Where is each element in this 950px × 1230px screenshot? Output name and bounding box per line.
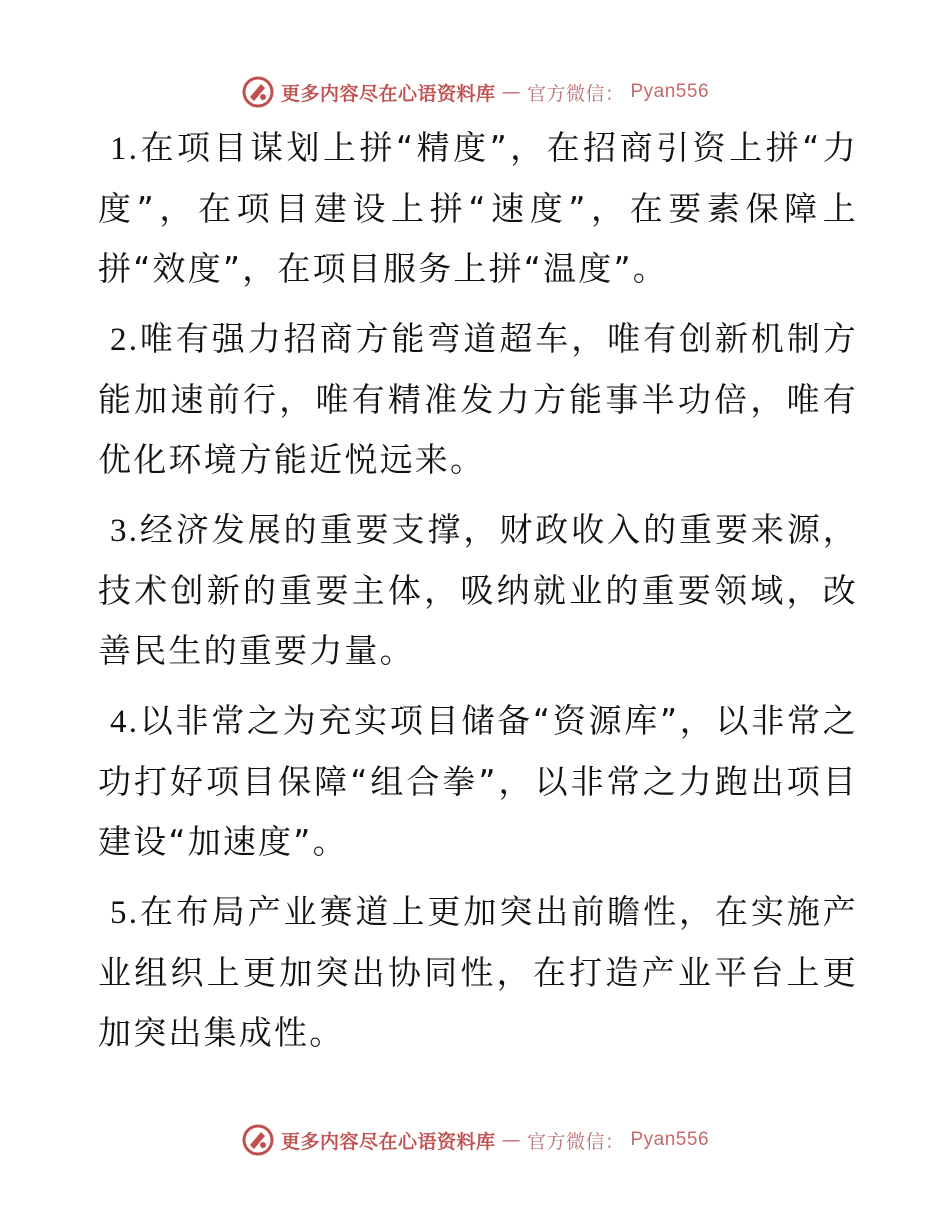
watermark-official-label: 官方微信： xyxy=(526,1130,625,1153)
paragraph-text: 唯有强力招商方能弯道超车，唯有创新机制方能加速前行，唯有精准发力方能事半功倍，唯有优化环境方能近悦远来。 xyxy=(98,319,858,479)
watermark-separator: — xyxy=(501,81,521,103)
watermark-official-label: 官方微信： xyxy=(526,82,625,105)
footer-watermark xyxy=(0,1120,950,1160)
paragraph-1 xyxy=(98,118,858,299)
paragraph-4 xyxy=(98,691,858,872)
paragraph-number: 2. xyxy=(110,322,140,358)
watermark-separator: — xyxy=(501,1129,521,1151)
paragraph-number: 5. xyxy=(110,895,140,931)
paragraph-text: 在项目谋划上拼“精度”，在招商引资上拼“力度”，在项目建设上拼“速度”，在要素保障上拼“效度”，在项目服务上拼“温度”。 xyxy=(98,128,858,288)
paragraph-5 xyxy=(98,882,858,1063)
paragraph-text: 以非常之为充实项目储备“资源库”，以非常之功打好项目保障“组合拳”，以非常之力跑出项目建设“加速度”。 xyxy=(98,701,858,861)
watermark-main-text: 更多内容尽在心语资料库 xyxy=(280,1130,496,1153)
watermark-wechat-id: Pyan556 xyxy=(630,81,710,102)
watermark-main-text: 更多内容尽在心语资料库 xyxy=(280,82,496,105)
paragraph-number: 1. xyxy=(110,131,140,167)
paragraph-number: 3. xyxy=(110,513,140,549)
brand-logo-icon xyxy=(241,1123,275,1157)
document-body xyxy=(98,118,858,1073)
brand-logo-icon xyxy=(241,75,275,109)
paragraph-text: 在布局产业赛道上更加突出前瞻性，在实施产业组织上更加突出协同性，在打造产业平台上更加突出集成性。 xyxy=(98,892,858,1052)
watermark-wechat-id: Pyan556 xyxy=(630,1129,710,1150)
header-watermark xyxy=(0,72,950,112)
paragraph-text: 经济发展的重要支撑，财政收入的重要来源，技术创新的重要主体，吸纳就业的重要领域，改善民生的重要力量。 xyxy=(98,510,858,670)
paragraph-3 xyxy=(98,500,858,681)
paragraph-number: 4. xyxy=(110,704,140,740)
paragraph-2 xyxy=(98,309,858,490)
